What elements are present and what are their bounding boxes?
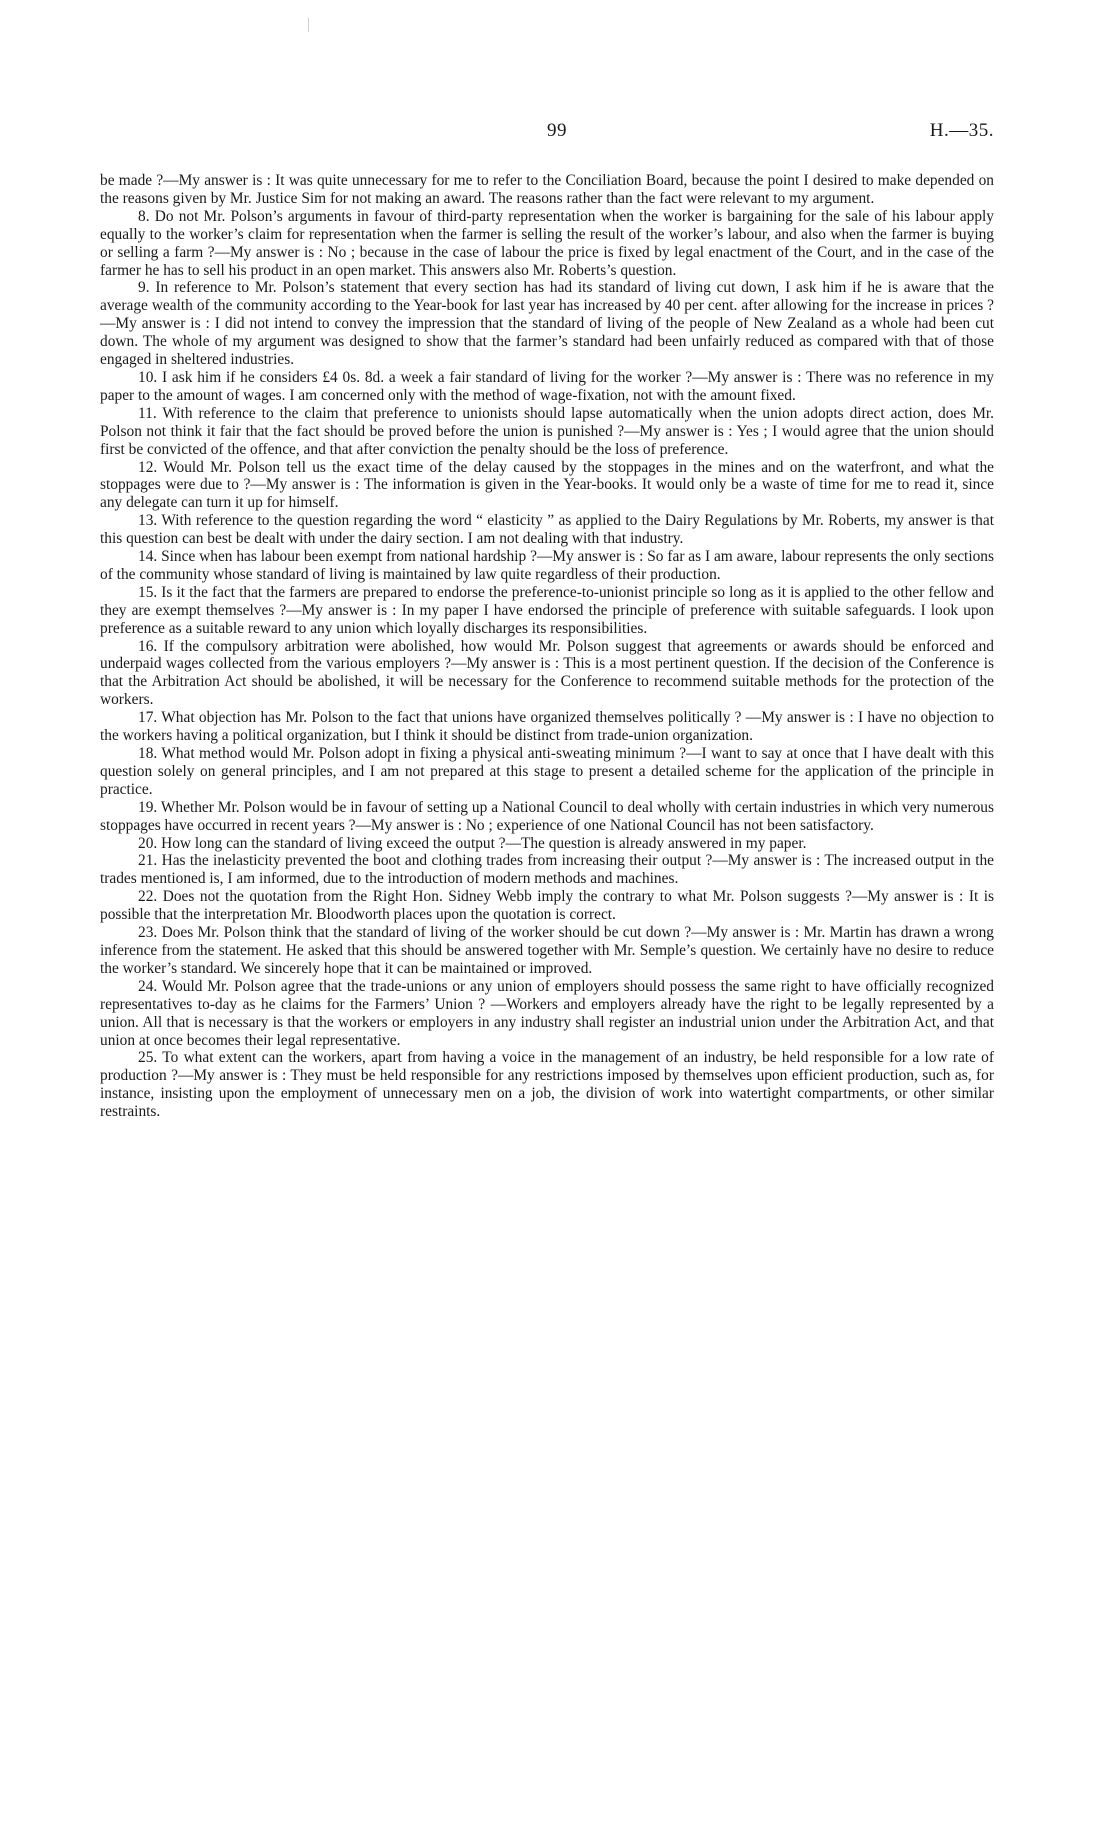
- question-15: 15. Is it the fact that the farmers are prepared to endorse the preference-to-unionist principle so long as it is applied to the other fellow and they are exempt themselves ?—My answer is : In my paper I have endorsed the principle of preference with suitable safeguards. I look upon preference as a suitable reward to any union which loyally discharges its responsibilities.: [100, 583, 994, 637]
- question-20: 20. How long can the standard of living exceed the output ?—The question is already answered in my paper.: [138, 834, 807, 852]
- scan-mark: [308, 18, 309, 32]
- paragraph-continuation: be made ?—My answer is : It was quite unnecessary for me to refer to the Conciliation Board, because the point I desired to make depended on the reasons given by Mr. Justice Sim for not making an award. The reasons rather than the fact were relevant to my argument.: [100, 172, 994, 207]
- document-reference: H.—35.: [929, 120, 994, 141]
- question-21: 21. Has the inelasticity prevented the boot and clothing trades from increasing their output ?—My answer is : The increased output in the trades mentioned is, I am informed, due to the introduction of modern methods and machines.: [100, 852, 994, 888]
- question-11: 11. With reference to the claim that preference to unionists should lapse automatically when the union adopts direct action, does Mr. Polson not think it fair that the fact should be proved before the union is punished ?—My answer is : Yes ; I would agree that the union should first be convicted of the offence, and that after conviction the penalty should be the loss of preference.: [100, 404, 994, 458]
- question-22: 22. Does not the quotation from the Right Hon. Sidney Webb imply the contrary to what Mr. Polson suggests ?—My answer is : It is possible that the interpretation Mr. Bloodworth places upon the quotation is correct.: [100, 888, 994, 924]
- question-14: 14. Since when has labour been exempt from national hardship ?—My answer is : So far as I am aware, labour represents the only sections of the community whose standard of living is maintained by law quite regardless of their production.: [100, 548, 994, 583]
- question-12: 12. Would Mr. Polson tell us the exact time of the delay caused by the stoppages in the mines and on the waterfront, and what the stoppages were due to ?—My answer is : The information is given in the Year-books. It would only be a waste of time for me to read it, since any delegate can turn it up for himself.: [100, 458, 994, 512]
- question-9: 9. In reference to Mr. Polson’s statement that every section has had its standard of living cut down, I ask him if he is aware that the average wealth of the community according to the Year-book for last year has increased by 40 per cent. after allowing for the increase in prices ?—My answer is : I did not intend to convey the impression that the standard of living of the people of New Zealand as a whole had been cut down. The whole of my argument was designed to show that the farmer’s standard had been unfairly reduced as compared with that of those engaged in sheltered industries.: [100, 279, 994, 369]
- question-8: 8. Do not Mr. Polson’s arguments in favour of third-party representation when the worker is bargaining for the sale of his labour apply equally to the worker’s claim for representation when the farmer is selling the result of the worker’s labour, and also when the farmer is buying or selling a farm ?—My answer is : No ; because in the case of labour the price is fixed by legal enactment of the Court, and in the case of the farmer he has to sell his product in an open market. This answers also Mr. Roberts’s question.: [100, 207, 994, 279]
- question-17: 17. What objection has Mr. Polson to the fact that unions have organized themselves politically ? —My answer is : I have no objection to the workers having a political organization, but I think it should be distinct from trade-union organization.: [100, 709, 994, 745]
- question-13: 13. With reference to the question regarding the word “ elasticity ” as applied to the Dairy Regulations by Mr. Roberts, my answer is that this question can best be dealt with under the dairy section. I am not dealing with that industry.: [100, 512, 994, 548]
- page-number: 99: [547, 120, 567, 141]
- question-18: 18. What method would Mr. Polson adopt in fixing a physical anti-sweating minimum ?—I want to say at once that I have dealt with this question solely on general principles, and I am not prepared at this stage to present a detailed scheme for the application of the principle in practice.: [100, 745, 994, 798]
- question-25: 25. To what extent can the workers, apart from having a voice in the management of an industry, be held responsible for a low rate of production ?—My answer is : They must be held responsible for any restrictions imposed by themselves upon efficient production, such as, for instance, insisting upon the employment of unnecessary men on a job, the division of work into watertight compartments, or other similar restraints.: [100, 1049, 994, 1121]
- question-23: 23. Does Mr. Polson think that the standard of living of the worker should be cut down ?—My answer is : Mr. Martin has drawn a wrong inference from the statement. He asked that this should be answered together with Mr. Semple’s question. We certainly have no desire to reduce the worker’s standard. We sincerely hope that it can be maintained or improved.: [100, 924, 994, 977]
- question-24: 24. Would Mr. Polson agree that the trade-unions or any union of employers should possess the same right to have officially recognized representatives to-day as he claims for the Farmers’ Union ? —Workers and employers already have the right to be legally represented by a union. All that is necessary is that the workers or employers in any industry shall register an industrial union under the Arbitration Act, and that union at once becomes their legal representative.: [100, 977, 994, 1049]
- question-10: 10. I ask him if he considers £4 0s. 8d. a week a fair standard of living for the worker ?—My answer is : There was no reference in my paper to the amount of wages. I am concerned only with the method of wage-fixation, not with the amount fixed.: [100, 368, 994, 404]
- body-text: [100, 172, 994, 1121]
- question-19: 19. Whether Mr. Polson would be in favour of setting up a National Council to deal wholly with certain industries in which very numerous stoppages have occurred in recent years ?—My answer is : No ; experience of one National Council has not been satisfactory.: [100, 798, 994, 834]
- question-16: 16. If the compulsory arbitration were abolished, how would Mr. Polson suggest that agreements or awards should be enforced and underpaid wages collected from the various employers ?—My answer is : This is a most pertinent question. If the decision of the Conference is that the Arbitration Act should be abolished, it will be necessary for the Conference to recommend suitable methods for the protection of the workers.: [100, 637, 994, 709]
